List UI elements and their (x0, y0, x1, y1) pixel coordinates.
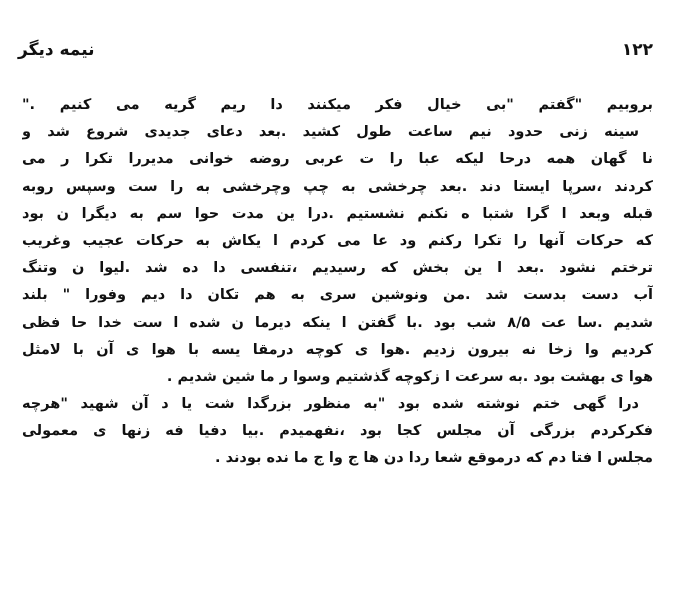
page-number: ۱۲۲ (621, 40, 653, 60)
text-line: که حرکات آنها را تکرا رکنم ود عا می کردم ا یکاش به حرکات عجیب وغریب (22, 232, 653, 249)
text-line: مجلس ا فتا دم که درموقع شعا ردا دن ها ج وا ج ما نده بودند . (215, 450, 653, 467)
text-line: کردیم وا زخا نه بیرون زدیم .هوا ی کوچه درمقا یسه با هوا ی آن با لامثل (22, 341, 653, 358)
text-line: قبله وبعد ا گرا شتبا ه نکنم نشستیم .درا ین مدت حوا سم به دیگرا ن بود (22, 205, 653, 222)
text-line: آب دست بدست شد .من ونوشین سری به هم تکان دا دیم وفورا " بلند (22, 287, 653, 304)
body-text (22, 92, 653, 473)
text-line: درا گهی ختم نوشته شده بود "به منظور بزرگدا شت یا د آن شهید "هرچه (22, 396, 639, 413)
text-line: ترختم نشود .بعد ا ین بخش که رسیدیم ،تنفسی دا ده شد .لیوا ن وتنگ (22, 260, 653, 277)
text-line: سینه زنی حدود نیم ساعت طول کشید .بعد دعای جدیدی شروع شد و (22, 124, 639, 141)
page-header (18, 40, 653, 70)
text-line: کردند ،سرپا ایستا دند .بعد چرخشی به چپ وچرخشی به را ست وسپس روبه (22, 178, 653, 195)
text-line: بروبیم "گفتم "بی خیال فکر میکنند دا ریم گریه می کنیم ." (22, 97, 653, 113)
text-line: فکرکردم بزرگی آن مجلس کجا بود ،نفهمیدم .بیا دفیا فه زنها ی معمولی (22, 423, 653, 440)
text-line: نا گهان همه درحا لیکه عبا را ت عربی روضه خوانی مدیررا تکرا ر می (22, 151, 653, 168)
running-title: نیمه دیگر (18, 40, 95, 60)
text-line: شدیم .سا عت ۸/۵ شب بود .با گفتن ا ینکه دیرما ن شده ا ست خدا حا فظی (22, 314, 653, 331)
text-line: هوا ی بهشت بود .به سرعت ا زکوچه گذشتیم وسوا ر ما شین شدیم . (166, 368, 653, 385)
